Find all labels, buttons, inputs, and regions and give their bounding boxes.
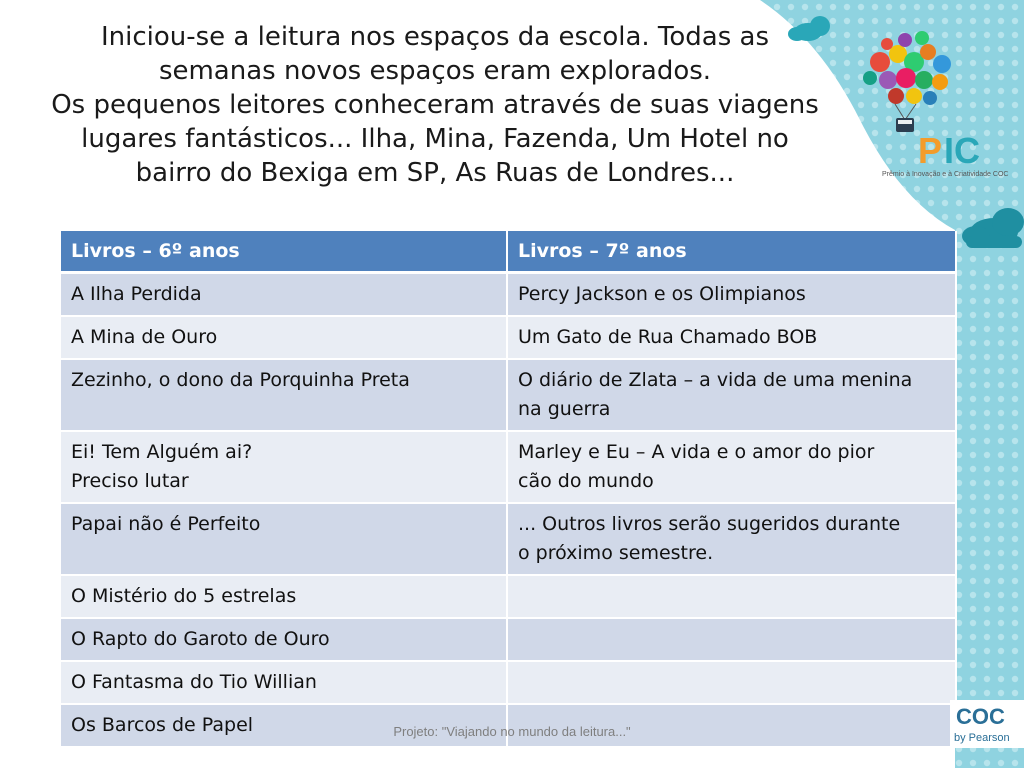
- table-row: [61, 273, 956, 317]
- svg-text:P: P: [918, 130, 944, 171]
- cell-6th: [61, 359, 507, 431]
- title-line: bairro do Bexiga em SP, As Ruas de Londres...: [135, 158, 735, 188]
- cell-text: o próximo semestre.: [518, 542, 714, 564]
- cell-text: O Rapto do Garoto de Ouro: [71, 628, 330, 650]
- cell-text: Ei! Tem Alguém ai?: [71, 441, 253, 463]
- cell-6th: [61, 575, 507, 618]
- table-row: [61, 661, 956, 704]
- cell-7th: [507, 273, 956, 317]
- cell-7th: [507, 431, 956, 503]
- cell-6th: [61, 316, 507, 359]
- cell-text: Percy Jackson e os Olimpianos: [518, 283, 806, 305]
- table-row: [61, 575, 956, 618]
- cell-text: O Mistério do 5 estrelas: [71, 585, 297, 607]
- cell-text: O diário de Zlata – a vida de uma menina: [518, 369, 913, 391]
- table-row: [61, 316, 956, 359]
- cell-text: ... Outros livros serão sugeridos durante: [518, 513, 901, 535]
- svg-text:IC: IC: [944, 130, 980, 171]
- cell-7th-empty: [507, 575, 956, 618]
- table-row: [61, 359, 956, 431]
- slide-title: [20, 20, 850, 190]
- cell-6th: [61, 431, 507, 503]
- table-row: [61, 431, 956, 503]
- cell-7th: [507, 316, 956, 359]
- title-line: Iniciou-se a leitura nos espaços da escola. Todas as: [100, 22, 770, 52]
- cell-text: Zezinho, o dono da Porquinha Preta: [71, 369, 410, 391]
- table-header-row: [61, 231, 956, 273]
- cell-text: [518, 582, 945, 611]
- title-line: semanas novos espaços eram explorados.: [158, 56, 712, 86]
- table-row: [61, 618, 956, 661]
- cell-text: na guerra: [518, 398, 611, 420]
- cell-7th: [507, 359, 956, 431]
- cell-text: A Ilha Perdida: [71, 283, 202, 305]
- cell-6th: [61, 503, 507, 575]
- cell-7th-empty: [507, 618, 956, 661]
- cell-7th: [507, 503, 956, 575]
- footer-project-name: Projeto: "Viajando no mundo da leitura...": [393, 724, 631, 739]
- cell-text: Preciso lutar: [71, 470, 189, 492]
- title-line: Os pequenos leitores conheceram através de suas viagens: [51, 90, 819, 120]
- cell-text: [518, 625, 945, 654]
- cell-7th-empty: [507, 661, 956, 704]
- cell-text: Um Gato de Rua Chamado BOB: [518, 326, 818, 348]
- header-6th-grade: Livros – 6º anos: [61, 231, 507, 273]
- svg-text:Prêmio à Inovação e à Criativi: Prêmio à Inovação e à Criatividade COC: [882, 171, 1009, 178]
- coc-logo-text: COC: [956, 704, 1005, 729]
- cell-text: Os Barcos de Papel: [71, 714, 254, 736]
- table-row: [61, 503, 956, 575]
- header-7th-grade: Livros – 7º anos: [507, 231, 956, 273]
- cell-6th: [61, 661, 507, 704]
- cell-6th: [61, 273, 507, 317]
- coc-logo-subtitle: by Pearson: [954, 732, 1010, 744]
- cell-text: Papai não é Perfeito: [71, 513, 261, 535]
- cell-text: O Fantasma do Tio Willian: [71, 671, 317, 693]
- cell-text: [518, 668, 945, 697]
- cell-text: cão do mundo: [518, 470, 654, 492]
- cell-6th: [61, 618, 507, 661]
- cell-text: Marley e Eu – A vida e o amor do pior: [518, 441, 875, 463]
- cell-text: A Mina de Ouro: [71, 326, 218, 348]
- books-table: [61, 231, 957, 748]
- title-line: lugares fantásticos... Ilha, Mina, Fazenda, Um Hotel no: [81, 124, 789, 154]
